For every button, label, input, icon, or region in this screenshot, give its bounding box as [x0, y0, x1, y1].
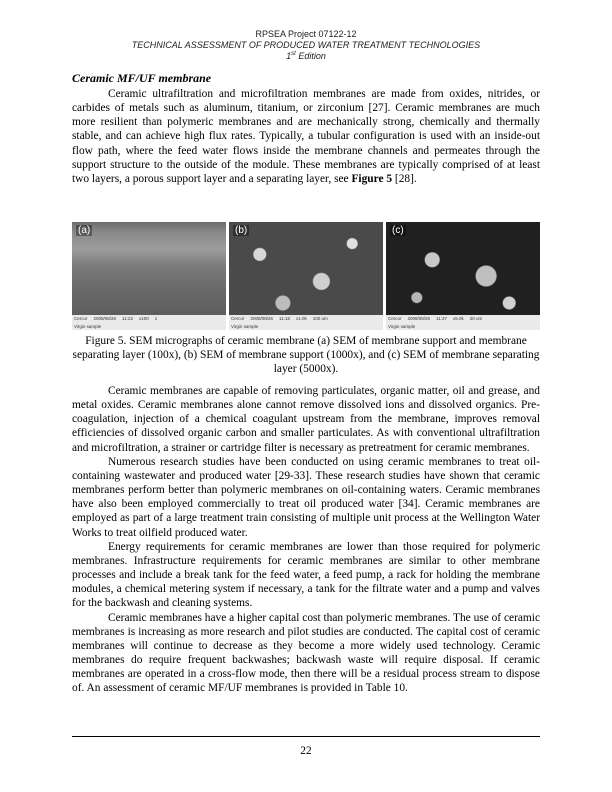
info-text: Cercor [231, 316, 245, 321]
info-text: 100 um [312, 316, 328, 321]
header-edition [0, 51, 612, 61]
sem-panel-b [229, 222, 383, 330]
body-text [72, 384, 540, 695]
intro-text: Ceramic ultrafiltration and microfiltration membranes are made from oxides, nitrides, or carbides of metals such as aluminum, titanium, or zirconium [27]. Ceramic membranes are much more resilient than polymeric membranes and are mechanically strong, chemically and thermally stable, and can achieve high flux rates. Typically, a tubular configuration is used with an inside-out flow path, where the feed water flows inside the membrane channels and permeates through the support structure to the outside of the module. These membranes are typically comprised of at least two layers, a porous support layer and a separating layer, see [72, 88, 540, 185]
figure-caption: Figure 5. SEM micrographs of ceramic membrane (a) SEM of membrane support and membrane separating layer (100x), (b) SEM of membrane support (1000x), and (c) SEM of membrane separating layer (5000x). [72, 335, 540, 376]
header-project: RPSEA Project 07122-12 [255, 29, 357, 39]
info-text: Virgin sample [388, 324, 416, 329]
info-text: 2008/08/26 [93, 316, 117, 321]
info-text: 11:27 [436, 316, 447, 321]
section-title: Ceramic MF/UF membrane [72, 71, 212, 85]
intro-tail: [28]. [392, 172, 417, 185]
edition-superscript: st [291, 51, 296, 57]
paragraph-capabilities: Ceramic membranes are capable of removing particulates, organic matter, oil and grease, and metal oxides. Ceramic membranes alone cannot remove dissolved ions and dissolved organics. Pre-coagulation, injection of a chemical coagulant upstream from the membrane, improves removal efficiencies of dissolved organic carbon and smaller particulates. As with conventional ultrafiltration and microfiltration, a strainer or cartridge filter is necessary as pretreatment for ceramic membranes. [72, 385, 540, 454]
info-text: 2008/08/26 [407, 316, 431, 321]
paragraph-cost: Ceramic membranes have a higher capital cost than polymeric membranes. The use of ceramic membranes is increasing as more research and pilot studies are conducted. The capital cost of ceramic membranes will continue to decrease as they become a more widely used technology. Ceramic membranes do require frequent backwashes; backwash waste will require disposal. If ceramic membranes are operated in a cross-flow mode, then there will be a residual process stream to dispose of. An assessment of ceramic MF/UF membranes is provided in Table 10. [72, 611, 540, 695]
info-text: Cercor [388, 316, 402, 321]
sem-figure [72, 222, 540, 330]
info-text: 2008/08/26 [250, 316, 274, 321]
info-text: Virgin sample [231, 324, 259, 329]
page-number: 22 [300, 745, 312, 757]
panel-label: (b) [235, 225, 248, 236]
sem-panel-a [72, 222, 226, 330]
panel-label: (a) [78, 225, 91, 236]
panel-info-bar [386, 315, 540, 330]
footer-rule [72, 736, 540, 737]
intro-paragraph [72, 87, 540, 186]
panel-info-bar [229, 315, 383, 330]
panel-info-bar [72, 315, 226, 330]
info-text: x5.0k [452, 316, 464, 321]
paragraph-energy: Energy requirements for ceramic membranes are lower than those required for polymeric membranes. Infrastructure requirements for ceramic membranes are similar to other membrane processes and include a break tank for the feed water, a feed pump, a rack for holding the membrane modules, a chemical metering system if necessary, a tank for the filtrate water and a pump and valves for the backwash and cleaning systems. [72, 540, 540, 610]
paragraph-research: Numerous research studies have been conducted on using ceramic membranes to treat oil-containing wastewater and produced water [29-33]. These research studies have shown that ceramic membranes perform better than polymeric membranes on oil-containing waters. Ceramic membranes have also been employed commercially to treat oil produced water [34]. Ceramic membranes are employed as part of a large treatment train consisting of multiple unit process at the Wellington Water Works to treat oilfield produced water. [72, 455, 540, 539]
edition-word: Edition [295, 51, 326, 61]
info-text: Virgin sample [74, 324, 102, 329]
info-text: 11:22 [122, 316, 133, 321]
info-text: 11:16 [279, 316, 290, 321]
info-text: 20 um [469, 316, 483, 321]
info-text: x1.0k [295, 316, 307, 321]
header-title: TECHNICAL ASSESSMENT OF PRODUCED WATER TREATMENT TECHNOLOGIES [131, 40, 481, 50]
panel-label: (c) [392, 225, 404, 236]
info-text: x100 [138, 316, 149, 321]
info-text: 1 [154, 316, 158, 321]
edition-number: 1 [286, 51, 292, 61]
figure-reference: Figure 5 [351, 172, 393, 185]
info-text: Cercor [74, 316, 88, 321]
sem-panel-c [386, 222, 540, 330]
